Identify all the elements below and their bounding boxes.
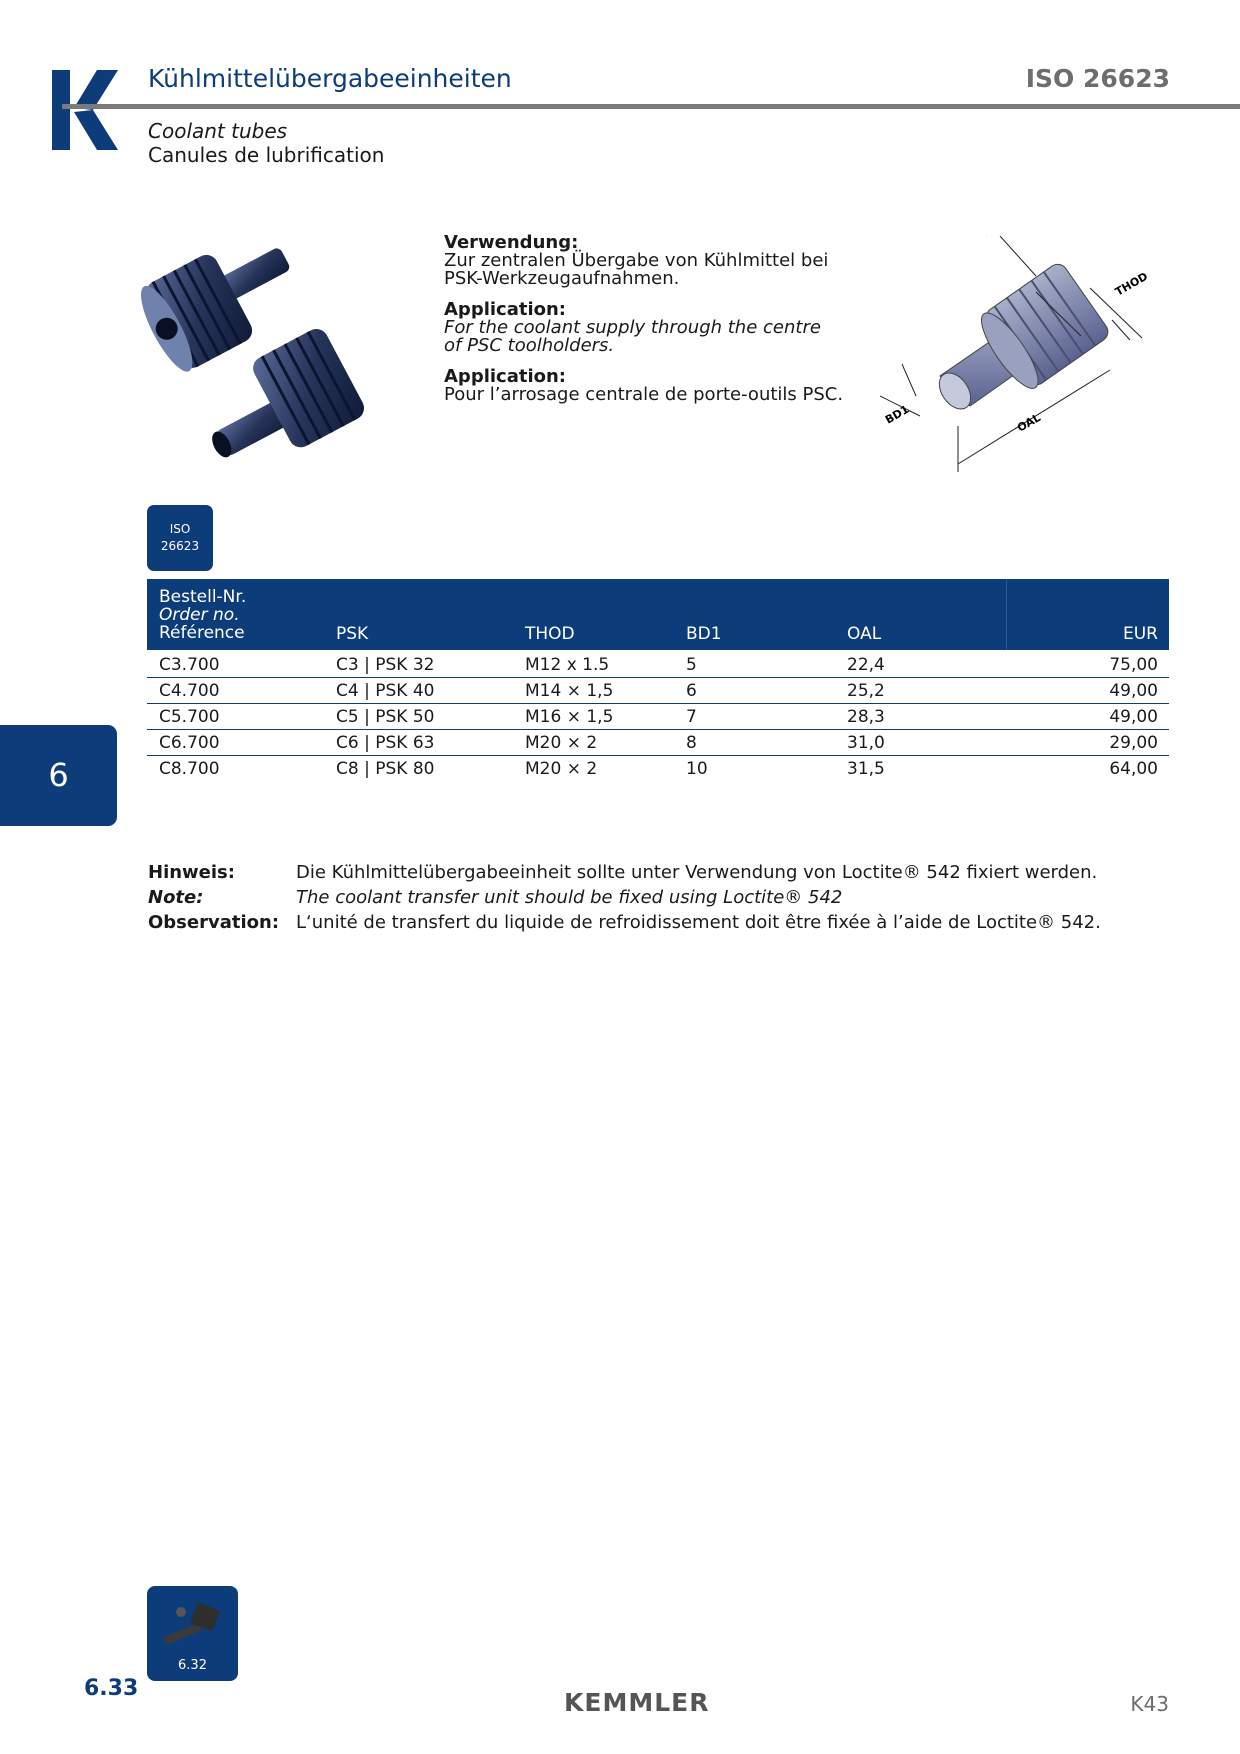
price: 49,00 [1109, 681, 1158, 701]
column-header-psk: PSK [336, 624, 369, 644]
bore-diameter: 6 [686, 681, 697, 701]
price: 64,00 [1109, 759, 1158, 779]
order-number: C5.700 [159, 707, 220, 727]
note-label-fr: Observation: [148, 912, 280, 933]
oal-label: OAL [1015, 411, 1043, 435]
header-divider [62, 104, 1240, 109]
iso-standard-badge [147, 505, 213, 571]
table-row [147, 677, 1169, 704]
order-number: C4.700 [159, 681, 220, 701]
iso-badge-line2: 26623 [160, 539, 200, 553]
related-page-link[interactable] [147, 1586, 238, 1681]
chapter-tab[interactable]: 6 [0, 725, 117, 826]
table-row [147, 729, 1169, 756]
note-text-de: Die Kühlmittelübergabeeinheit sollte unter Verwendung von Loctite® 542 fixiert werden. [296, 862, 1098, 883]
usage-label-fr: Application: [444, 366, 567, 387]
column-header-order-no [159, 588, 246, 642]
note-block [148, 860, 1148, 940]
thod-label: THOD [1113, 269, 1150, 299]
usage-text-fr: Pour l’arrosage centrale de porte-outils PSC. [444, 384, 844, 405]
table-header [147, 579, 1169, 650]
psk-size: C8 | PSK 80 [336, 759, 435, 779]
bore-diameter: 5 [686, 655, 697, 675]
thread-size: M16 × 1,5 [525, 707, 614, 727]
product-photo [140, 228, 400, 488]
table-row [147, 651, 1169, 678]
overall-length: 31,0 [847, 733, 885, 753]
bore-diameter: 10 [686, 759, 708, 779]
usage-label-de: Verwendung: [444, 232, 579, 253]
bore-diameter: 8 [686, 733, 697, 753]
order-no-fr: Référence [159, 623, 245, 643]
psk-size: C5 | PSK 50 [336, 707, 435, 727]
usage-text-en-1: For the coolant supply through the centre [444, 317, 821, 338]
price: 49,00 [1109, 707, 1158, 727]
overall-length: 22,4 [847, 655, 885, 675]
order-number: C8.700 [159, 759, 220, 779]
column-header-eur: EUR [1123, 624, 1158, 644]
psk-size: C4 | PSK 40 [336, 681, 435, 701]
bd1-label: BD1 [883, 402, 912, 427]
bore-diameter: 7 [686, 707, 697, 727]
standard-label: ISO 26623 [1025, 64, 1170, 93]
overall-length: 25,2 [847, 681, 885, 701]
page-code: K43 [1130, 1692, 1169, 1716]
application-description [444, 234, 884, 417]
price: 75,00 [1109, 655, 1158, 675]
note-label-en: Note: [148, 887, 204, 908]
psk-size: C6 | PSK 63 [336, 733, 435, 753]
note-text-fr: L‘unité de transfert du liquide de refroidissement doit être fixée à l’aide de Loctite® 542. [296, 912, 1101, 933]
column-header-oal: OAL [847, 624, 882, 644]
kemmler-k-logo [52, 70, 118, 150]
subtitle-fr: Canules de lubrification [148, 143, 385, 167]
overall-length: 31,5 [847, 759, 885, 779]
wrench-key-icon [159, 1596, 225, 1654]
order-number: C6.700 [159, 733, 220, 753]
usage-text-de-1: Zur zentralen Übergabe von Kühlmittel bei [444, 250, 829, 271]
iso-badge-line1: ISO [169, 522, 191, 536]
page-title: Kühlmittelübergabeeinheiten [148, 64, 512, 93]
usage-text-en-2: of PSC toolholders. [444, 335, 615, 356]
related-page-number: 6.32 [178, 1658, 207, 1673]
psk-size: C3 | PSK 32 [336, 655, 435, 675]
section-page-number: 6.33 [84, 1676, 139, 1701]
note-label-de: Hinweis: [148, 862, 235, 883]
brand-wordmark: KEMMLER [564, 1688, 710, 1717]
note-text-en: The coolant transfer unit should be fixed using Loctite® 542 [296, 887, 843, 908]
overall-length: 28,3 [847, 707, 885, 727]
table-row [147, 703, 1169, 730]
order-no-de: Bestell-Nr. [159, 587, 247, 607]
thread-size: M12 x 1.5 [525, 655, 610, 675]
thread-size: M14 × 1,5 [525, 681, 614, 701]
order-no-en: Order no. [159, 605, 240, 625]
price: 29,00 [1109, 733, 1158, 753]
usage-text-de-2: PSK-Werkzeugaufnahmen. [444, 268, 680, 289]
usage-label-en: Application: [444, 299, 567, 320]
table-row [147, 755, 1169, 781]
thread-size: M20 × 2 [525, 733, 598, 753]
column-header-bd1: BD1 [686, 624, 722, 644]
order-number: C3.700 [159, 655, 220, 675]
subtitle-en: Coolant tubes [148, 119, 288, 143]
table-header-separator [1006, 579, 1007, 650]
column-header-thod: THOD [525, 624, 575, 644]
dimension-drawing [880, 236, 1170, 476]
thread-size: M20 × 2 [525, 759, 598, 779]
